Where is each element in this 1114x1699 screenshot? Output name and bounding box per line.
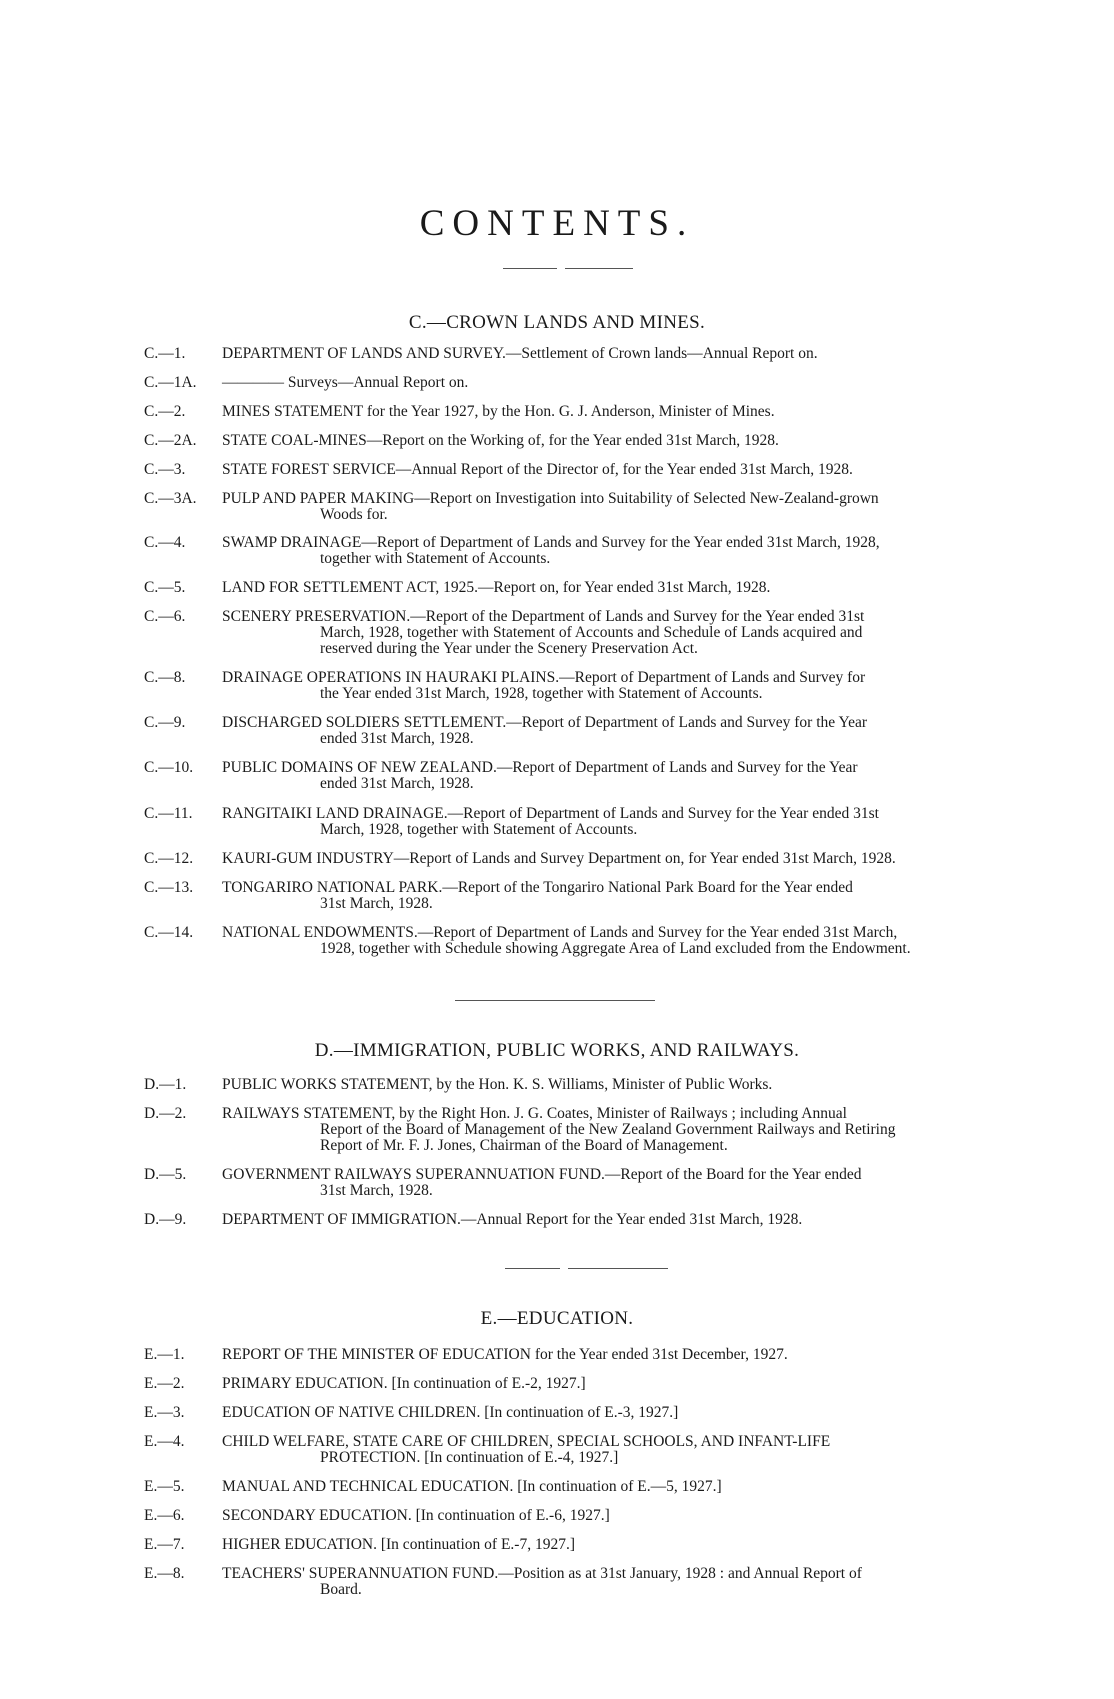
entry-text: MINES STATEMENT for the Year 1927, by the Hon. G. J. Anderson, Minister of Mines. xyxy=(222,403,775,420)
entry-code: C.—14. xyxy=(144,924,194,941)
entry-code: D.—5. xyxy=(144,1166,187,1183)
entry-text-continued: 31st March, 1928. xyxy=(320,1182,433,1199)
section-divider xyxy=(505,1268,560,1269)
entry-text: DEPARTMENT OF IMMIGRATION.—Annual Report for the Year ended 31st March, 1928. xyxy=(222,1211,803,1228)
entry-text: SCENERY PRESERVATION.—Report of the Department of Lands and Survey for the Year ended 31st xyxy=(222,608,865,625)
entry-text: DISCHARGED SOLDIERS SETTLEMENT.—Report of Department of Lands and Survey for the Year xyxy=(222,714,868,731)
title-divider xyxy=(503,268,557,269)
entry-text: SECONDARY EDUCATION. [In continuation of E.-6, 1927.] xyxy=(222,1507,610,1524)
entry-text: STATE COAL-MINES—Report on the Working of, for the Year ended 31st March, 1928. xyxy=(222,432,779,449)
entry-text: RAILWAYS STATEMENT, by the Right Hon. J. G. Coates, Minister of Railways ; including Annual xyxy=(222,1105,847,1122)
entry-text-continued: March, 1928, together with Statement of Accounts and Schedule of Lands acquired and xyxy=(320,624,863,641)
entry-text: GOVERNMENT RAILWAYS SUPERANNUATION FUND.—Report of the Board for the Year ended xyxy=(222,1166,862,1183)
entry-code: C.—6. xyxy=(144,608,186,625)
entry-text: PRIMARY EDUCATION. [In continuation of E.-2, 1927.] xyxy=(222,1375,586,1392)
entry-code: C.—10. xyxy=(144,759,194,776)
entry-text-continued: PROTECTION. [In continuation of E.-4, 1927.] xyxy=(320,1449,619,1466)
section-heading-d: D.—IMMIGRATION, PUBLIC WORKS, AND RAILWAYS. xyxy=(314,1040,800,1061)
entry-code: E.—6. xyxy=(144,1507,185,1524)
entry-text: DRAINAGE OPERATIONS IN HAURAKI PLAINS.—Report of Department of Lands and Survey for xyxy=(222,669,866,686)
entry-text-continued: 31st March, 1928. xyxy=(320,895,433,912)
entry-code: C.—2A. xyxy=(144,432,197,449)
entry-code: C.—11. xyxy=(144,805,193,822)
entry-text: HIGHER EDUCATION. [In continuation of E.-7, 1927.] xyxy=(222,1536,575,1553)
entry-text: LAND FOR SETTLEMENT ACT, 1925.—Report on, for Year ended 31st March, 1928. xyxy=(222,579,771,596)
entry-code: C.—3A. xyxy=(144,490,197,507)
entry-code: C.—3. xyxy=(144,461,186,478)
entry-text-continued: Report of the Board of Management of the New Zealand Government Railways and Retiring xyxy=(320,1121,896,1138)
entry-code: C.—5. xyxy=(144,579,186,596)
entry-code: C.—1. xyxy=(144,345,186,362)
entry-text: STATE FOREST SERVICE—Annual Report of the Director of, for the Year ended 31st March, 1928. xyxy=(222,461,853,478)
entry-code: C.—4. xyxy=(144,534,186,551)
entry-text-continued: March, 1928, together with Statement of Accounts. xyxy=(320,821,638,838)
entry-code: D.—1. xyxy=(144,1076,187,1093)
entry-text-continued: 1928, together with Schedule showing Aggregate Area of Land excluded from the Endowment. xyxy=(320,940,911,957)
entry-code: C.—13. xyxy=(144,879,194,896)
entry-text-continued: Woods for. xyxy=(320,506,388,523)
section-divider xyxy=(455,1000,655,1001)
entry-code: D.—2. xyxy=(144,1105,187,1122)
entry-text-continued: ended 31st March, 1928. xyxy=(320,775,474,792)
title-divider xyxy=(565,268,633,269)
section-heading-e: E.—EDUCATION. xyxy=(480,1308,634,1329)
entry-text: ———— Surveys—Annual Report on. xyxy=(222,374,469,391)
entry-text: PUBLIC WORKS STATEMENT, by the Hon. K. S. Williams, Minister of Public Works. xyxy=(222,1076,773,1093)
entry-text: SWAMP DRAINAGE—Report of Department of Lands and Survey for the Year ended 31st March, 1928, xyxy=(222,534,880,551)
entry-text-continued: ended 31st March, 1928. xyxy=(320,730,474,747)
entry-text: MANUAL AND TECHNICAL EDUCATION. [In continuation of E.—5, 1927.] xyxy=(222,1478,722,1495)
entry-text: RANGITAIKI LAND DRAINAGE.—Report of Department of Lands and Survey for the Year ended 31st xyxy=(222,805,879,822)
entry-text-continued: together with Statement of Accounts. xyxy=(320,550,551,567)
entry-text-continued: the Year ended 31st March, 1928, together with Statement of Accounts. xyxy=(320,685,763,702)
entry-text: PUBLIC DOMAINS OF NEW ZEALAND.—Report of Department of Lands and Survey for the Year xyxy=(222,759,858,776)
entry-text: PULP AND PAPER MAKING—Report on Investigation into Suitability of Selected New-Zealand-grown xyxy=(222,490,879,507)
entry-text: DEPARTMENT OF LANDS AND SURVEY.—Settlement of Crown lands—Annual Report on. xyxy=(222,345,818,362)
entry-code: C.—8. xyxy=(144,669,186,686)
entry-code: E.—1. xyxy=(144,1346,185,1363)
entry-text-continued: Board. xyxy=(320,1581,362,1598)
entry-text: EDUCATION OF NATIVE CHILDREN. [In continuation of E.-3, 1927.] xyxy=(222,1404,679,1421)
entry-code: C.—2. xyxy=(144,403,186,420)
entry-code: E.—2. xyxy=(144,1375,185,1392)
entry-code: C.—9. xyxy=(144,714,186,731)
page-title: CONTENTS. xyxy=(419,203,695,244)
section-heading-c: C.—CROWN LANDS AND MINES. xyxy=(408,312,706,333)
entry-code: D.—9. xyxy=(144,1211,187,1228)
entry-code: E.—4. xyxy=(144,1433,185,1450)
entry-code: C.—1A. xyxy=(144,374,197,391)
entry-text: NATIONAL ENDOWMENTS.—Report of Department of Lands and Survey for the Year ended 31st March, xyxy=(222,924,898,941)
entry-text-continued: reserved during the Year under the Scenery Preservation Act. xyxy=(320,640,698,657)
entry-text: KAURI-GUM INDUSTRY—Report of Lands and Survey Department on, for Year ended 31st March, 1928. xyxy=(222,850,896,867)
entry-text-continued: Report of Mr. F. J. Jones, Chairman of the Board of Management. xyxy=(320,1137,728,1154)
entry-code: E.—3. xyxy=(144,1404,185,1421)
entry-code: E.—7. xyxy=(144,1536,185,1553)
entry-code: E.—5. xyxy=(144,1478,185,1495)
entry-text: REPORT OF THE MINISTER OF EDUCATION for the Year ended 31st December, 1927. xyxy=(222,1346,788,1363)
section-divider xyxy=(568,1268,668,1269)
entry-text: TONGARIRO NATIONAL PARK.—Report of the Tongariro National Park Board for the Year ended xyxy=(222,879,853,896)
entry-code: C.—12. xyxy=(144,850,194,867)
entry-text: CHILD WELFARE, STATE CARE OF CHILDREN, SPECIAL SCHOOLS, AND INFANT-LIFE xyxy=(222,1433,831,1450)
entry-text: TEACHERS' SUPERANNUATION FUND.—Position as at 31st January, 1928 : and Annual Report of xyxy=(222,1565,862,1582)
entry-code: E.—8. xyxy=(144,1565,185,1582)
